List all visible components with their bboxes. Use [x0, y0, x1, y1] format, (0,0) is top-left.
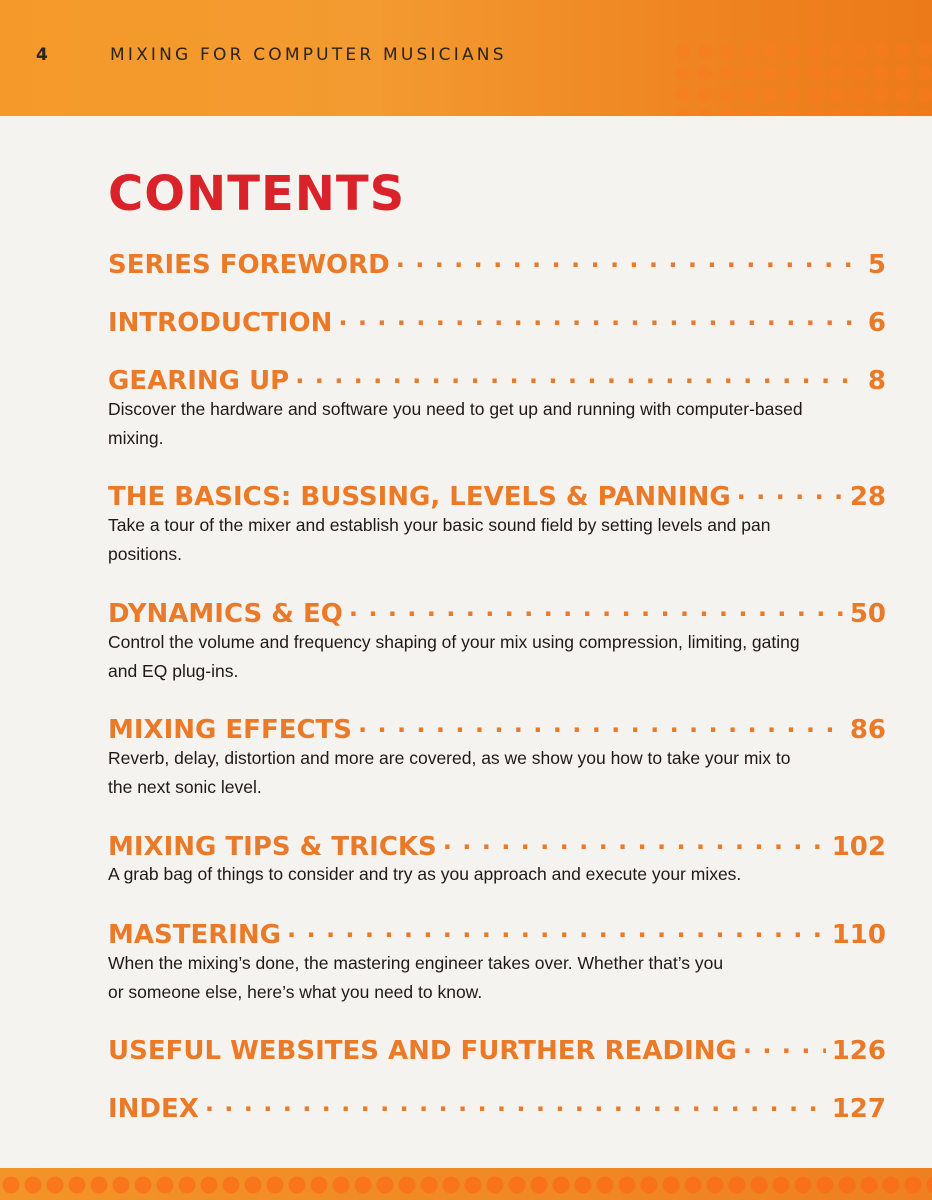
toc-entry-title: MIXING EFFECTS [108, 715, 353, 745]
toc-entry-page: 6 [867, 308, 886, 338]
toc-entry-title: MIXING TIPS & TRICKS [108, 832, 437, 862]
toc-entry-title: INDEX [108, 1094, 199, 1124]
toc-entry-page: 28 [849, 482, 886, 512]
toc-entry-series-foreword[interactable] [108, 241, 886, 280]
toc-entry-page: 5 [867, 250, 886, 280]
contents-title: CONTENTS [108, 166, 406, 222]
toc-entry-description: Discover the hardware and software you need to get up and running with computer-based mixing. [108, 399, 803, 448]
toc-entry-description: When the mixing’s done, the mastering engineer takes over. Whether that’s you or someone else, here’s what you need to know. [108, 953, 724, 1002]
toc-entry-index[interactable] [108, 1085, 886, 1124]
toc-entry-introduction[interactable] [108, 299, 886, 338]
bottom-decorative-band [0, 1168, 932, 1200]
leader-dots [205, 1085, 826, 1117]
toc-entry-description: Reverb, delay, distortion and more are covered, as we show you how to take your mix to the next sonic level. [108, 748, 791, 797]
page-number: 4 [36, 45, 48, 65]
toc-entry-description: Take a tour of the mixer and establish your basic sound field by setting levels and pan positions. [108, 515, 771, 564]
leader-dots [743, 1027, 826, 1059]
toc-entry-title: SERIES FOREWORD [108, 250, 390, 280]
leader-dots [358, 706, 844, 738]
running-head: MIXING FOR COMPUTER MUSICIANS [110, 45, 507, 65]
toc-entry-title: THE BASICS: BUSSING, LEVELS & PANNING [108, 482, 731, 512]
toc-entry-mixing-tips-tricks[interactable] [108, 823, 886, 862]
toc-entry-page: 102 [831, 832, 886, 862]
toc-entry-page: 127 [831, 1094, 886, 1124]
toc-entry-page: 8 [867, 366, 886, 396]
toc-entry-title: INTRODUCTION [108, 308, 333, 338]
toc-entry-mastering[interactable] [108, 911, 886, 950]
toc-entry-page: 126 [831, 1036, 886, 1066]
leader-dots [295, 357, 862, 389]
toc-entry-useful-websites[interactable] [108, 1027, 886, 1066]
toc-entry-title: MASTERING [108, 920, 282, 950]
toc-entry-page: 110 [831, 920, 886, 950]
toc-entry-title: GEARING UP [108, 366, 290, 396]
leader-dots [338, 299, 862, 331]
toc-entry-page: 86 [849, 715, 886, 745]
toc-entry-title: DYNAMICS & EQ [108, 599, 343, 629]
toc-entry-gearing-up[interactable] [108, 357, 886, 396]
toc-entry-description: Control the volume and frequency shaping of your mix using compression, limiting, gating and EQ plug-ins. [108, 632, 800, 681]
leader-dots [737, 473, 844, 505]
toc-entry-page: 50 [849, 599, 886, 629]
leader-dots [287, 911, 826, 943]
leader-dots [349, 590, 844, 622]
leader-dots [396, 241, 862, 273]
toc-entry-mixing-effects[interactable] [108, 706, 886, 745]
toc-entry-the-basics[interactable] [108, 473, 886, 512]
leader-dots [443, 823, 826, 855]
toc-entry-dynamics-eq[interactable] [108, 590, 886, 629]
toc-entry-title: USEFUL WEBSITES AND FURTHER READING [108, 1036, 737, 1066]
toc-entry-description: A grab bag of things to consider and try as you approach and execute your mixes. [108, 864, 742, 884]
